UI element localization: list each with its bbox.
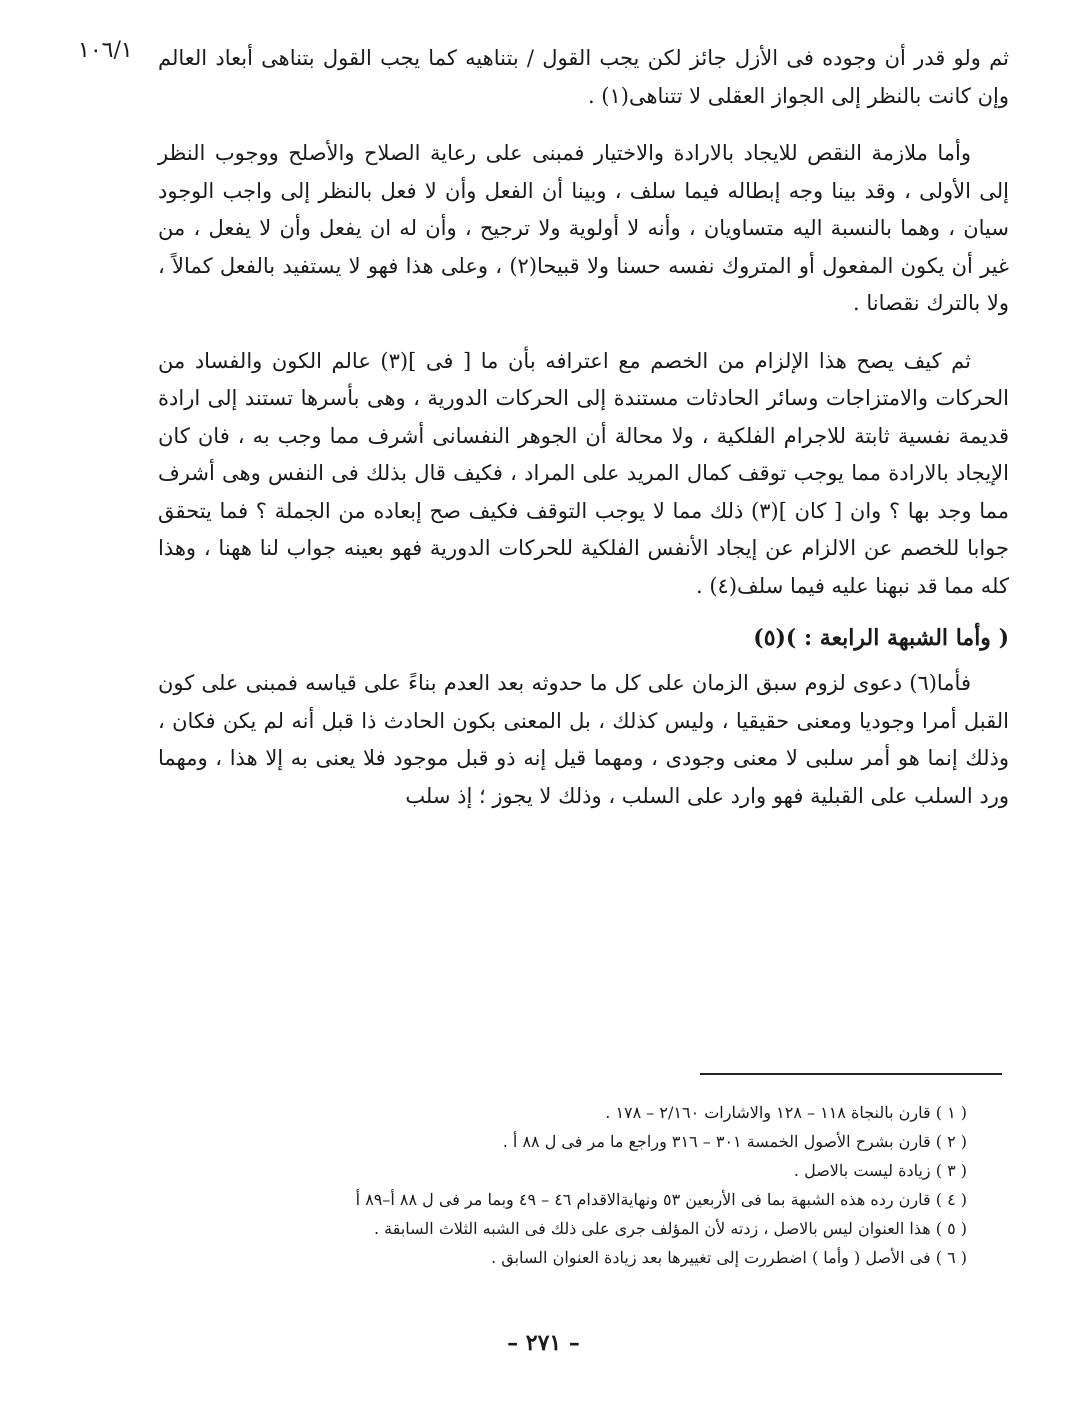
paragraph-2: وأما ملازمة النقص للايجاد بالارادة والاختيار فمبنى على رعاية الصلاح والأصلح ووجوب النظر إلى الأولى ، وقد بينا وجه إبطاله فيما سلف ، وبينا أن الفعل وأن لا فعل بالنظر إلى واجب الوجود سيان ، وهما بالنسبة اليه متساويان ، وأنه لا أولوية ولا ترجيح ، وأن له ان يفعل وأن لا يفعل ، من غير أن يكون المفعول أو المتروك نفسه حسنا ولا قبيحا(٢) ، وعلى هذا فهو لا يستفيد بالفعل كمالاً ، ولا بالترك نقصانا .: [158, 141, 1009, 315]
footnote-1: ( ١ ) قارن بالنجاة ١١٨ – ١٢٨ والاشارات ٢/١٦٠ – ١٧٨ .: [605, 1103, 967, 1122]
main-text: [158, 40, 1009, 835]
footnote-separator: [700, 1073, 1002, 1075]
paragraph-4: فأما(٦) دعوى لزوم سبق الزمان على كل ما حدوثه بعد العدم بناءً على قياسه فمبنى على كون القبل أمرا وجوديا ومعنى حقيقيا ، وليس كذلك ، بل المعنى بكون الحادث ذا قبل أنه لم يكن فكان ، وذلك إنما هو أمر سلبى لا معنى وجودى ، ومهما قيل إنه ذو قبل موجود فلا يعنى به إلا هذا ، ومهما ورد السلب على القبلية فهو وارد على السلب ، وذلك لا يجوز ؛ إذ سلب: [158, 671, 1009, 808]
section-heading: ( وأما الشبهة الرابعة : )(٥): [753, 625, 1009, 651]
paragraph-1: ثم ولو قدر أن وجوده فى الأزل جائز لكن يجب القول / بتناهيه كما يجب القول بتناهى أبعاد العالم وإن كانت بالنظر إلى الجواز العقلى لا تتناهى(١) .: [158, 46, 1009, 108]
footnote-4: ( ٤ ) قارن رده هذه الشبهة بما فى الأربعين ٥٣ ونهايةالاقدام ٤٦ – ٤٩ وبما مر فى ل ٨٨ أ–٨٩ أ: [355, 1190, 967, 1209]
paragraph-3: ثم كيف يصح هذا الإلزام من الخصم مع اعترافه بأن ما [ فى ](٣) عالم الكون والفساد من الحركات والامتزاجات وسائر الحادثات مستندة إلى الحركات الدورية ، وهى بأسرها تستند إلى ارادة قديمة نفسية ثابتة للاجرام الفلكية ، ولا محالة أن الجوهر النفسانى أشرف مما وجب به ، فان كان الإيجاد بالارادة مما يوجب توقف كمال المريد على المراد ، فكيف قال بذلك فى النفس وهى أشرف مما وجد بها ؟ وان [ كان ](٣) ذلك مما لا يوجب التوقف فكيف صح إبعاده من الجملة ؟ فما يتحقق جوابا للخصم عن الالزام عن إيجاد الأنفس الفلكية للحركات الدورية فهو بعينه جواب لنا ههنا ، وهذا كله مما قد نبهنا عليه فيما سلف(٤) .: [158, 348, 1009, 598]
margin-note: ١٠٦/١: [78, 38, 133, 63]
footnote-6: ( ٦ ) فى الأصل ( وأما ) اضطررت إلى تغييرها بعد زيادة العنوان السابق .: [491, 1248, 967, 1267]
footnote-2: ( ٢ ) قارن بشرح الأصول الخمسة ٣٠١ – ٣١٦ وراجع ما مر فى ل ٨٨ أ .: [502, 1132, 967, 1151]
footnotes: [250, 1098, 967, 1272]
footnote-3: ( ٣ ) زيادة ليست بالاصل .: [793, 1161, 967, 1180]
footnote-5: ( ٥ ) هذا العنوان ليس بالاصل ، زدته لأن المؤلف جرى على ذلك فى الشبه الثلاث السابقة .: [373, 1219, 967, 1238]
page-number: – ٢٧١ –: [507, 1330, 580, 1356]
